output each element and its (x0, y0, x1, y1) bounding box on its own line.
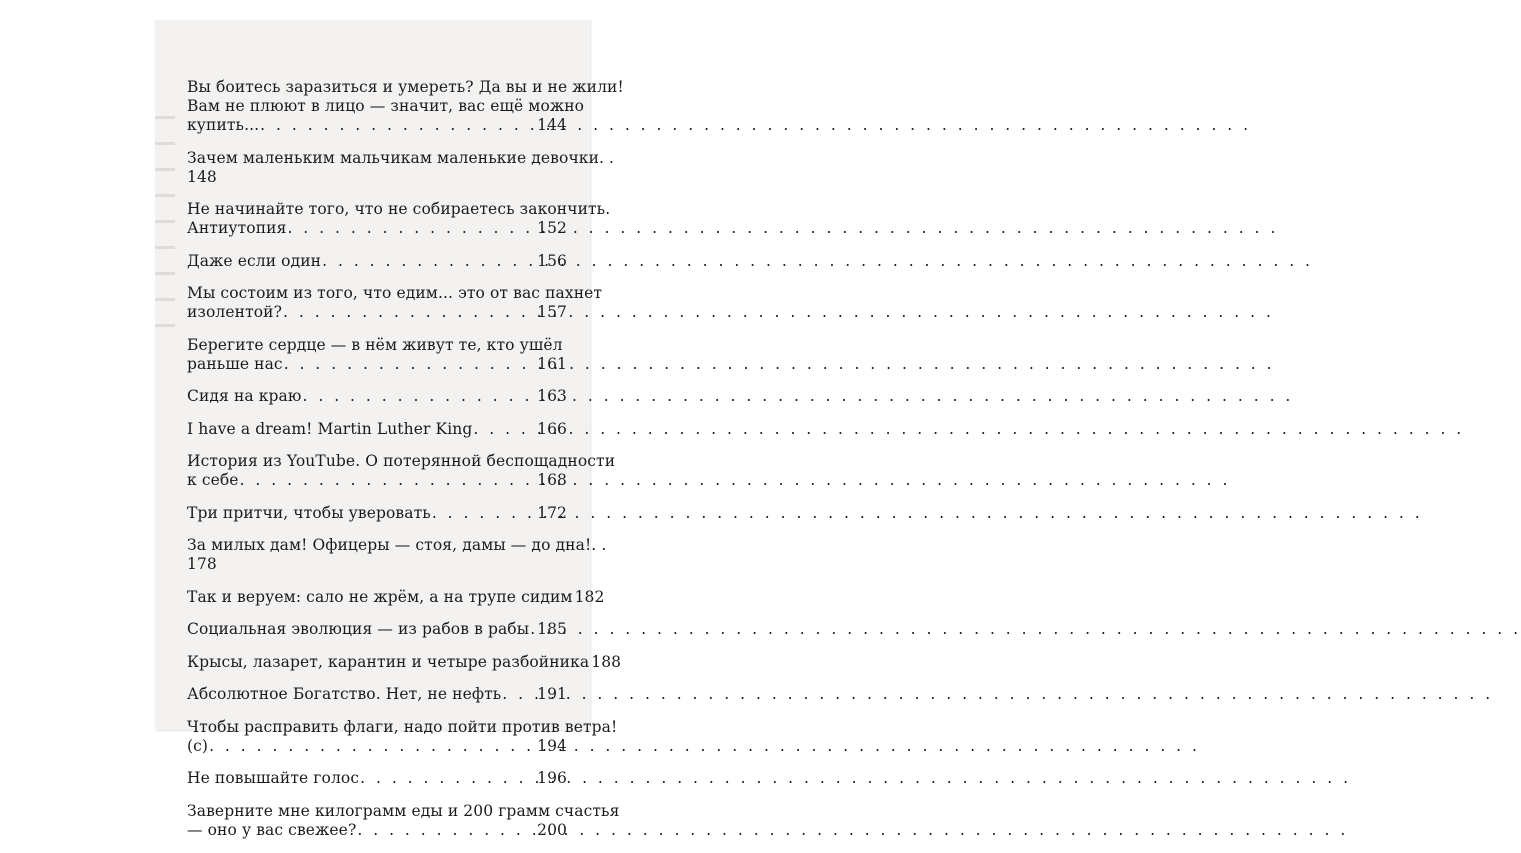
toc-entry (187, 387, 567, 406)
toc-entry-line (187, 116, 567, 135)
toc-entry-line (187, 452, 616, 471)
toc-entry-line (187, 504, 567, 523)
toc-entry-line (187, 252, 567, 271)
toc-entry-title: История из YouTube. О потерянной беспощадности (187, 452, 616, 470)
toc-page-number: 157 (537, 303, 567, 321)
toc-entry (187, 652, 622, 672)
toc-page-number: 185 (537, 620, 567, 638)
toc-entry-title: За милых дам! Офицеры — стоя, дамы — до дна!. . (187, 536, 607, 554)
toc-entry-title: изолентой? (187, 303, 283, 321)
toc-entry-line (187, 821, 567, 840)
toc-entry-title: Берегите сердце — в нём живут те, кто ушёл (187, 335, 563, 354)
toc-entry (187, 148, 615, 187)
toc-entry-line (187, 555, 567, 574)
toc-page-number: 191 (537, 685, 567, 703)
toc-entry (187, 284, 603, 322)
toc-entry-title: Так и веруем: сало не жрём, а на трупе сидим (187, 587, 573, 606)
toc-entry (187, 200, 611, 238)
dot-leader (432, 504, 536, 523)
toc-page-number: 144 (537, 116, 567, 134)
toc-entry-line (187, 536, 607, 555)
toc-entry-line (187, 219, 567, 238)
toc-entry (187, 769, 567, 788)
toc-page-number: 200 (537, 820, 567, 839)
toc-entry (187, 452, 616, 490)
toc-entry (187, 587, 605, 607)
toc-page-number: 172 (537, 503, 567, 522)
toc-page-number: 168 (537, 471, 567, 489)
toc-entry-title: Мы состоим из того, что едим... это от вас пахнет (187, 284, 603, 302)
toc-entry-title: 148 (187, 167, 217, 186)
toc-entry-line (187, 303, 567, 322)
dot-leader (209, 737, 536, 756)
toc-entry (187, 336, 567, 374)
toc-entry-line (187, 336, 567, 355)
toc-entry-title: 178 (187, 555, 217, 573)
toc-entry-line (187, 148, 615, 168)
toc-entry-line (187, 420, 567, 439)
toc-entry-title: Вы боитесь заразиться и умереть? Да вы и не жили! (187, 78, 624, 96)
toc-page-number: 163 (537, 387, 567, 405)
dot-leader (287, 219, 536, 238)
toc-entry-title: Чтобы расправить флаги, надо пойти против ветра! (187, 717, 618, 736)
toc-page-number: 194 (537, 736, 567, 755)
toc-page-number: 196 (537, 769, 567, 787)
toc-entry (187, 78, 624, 135)
toc-entry-title: Три притчи, чтобы уверовать (187, 503, 431, 522)
toc-entry-title: I have a dream! Martin Luther King (187, 419, 473, 438)
toc-entry-line (187, 78, 624, 97)
toc-entry-line (187, 717, 618, 737)
dot-leader (530, 620, 536, 639)
dot-leader (240, 471, 537, 490)
book-page (155, 20, 624, 839)
dot-leader (302, 387, 536, 406)
toc-entry-title: Заверните мне килограмм еды и 200 грамм счастья (187, 801, 620, 820)
toc-entry-title: Социальная эволюция — из рабов в рабы (187, 620, 530, 638)
toc-entry-line (187, 652, 622, 672)
toc-entry-title: (с) (187, 736, 209, 755)
toc-page-number: 166 (537, 419, 567, 438)
toc-entry-title: Не повышайте голос (187, 769, 360, 787)
toc-entry-line (187, 355, 567, 374)
toc-entry-line (187, 387, 567, 406)
toc-entry-line (187, 587, 605, 607)
toc-entry-title: Зачем маленьким мальчикам маленькие девочки. . (187, 148, 615, 167)
toc-entry-title: — оно у вас свежее? (187, 820, 357, 839)
toc-entry-line (187, 471, 567, 490)
toc-entry-title: Даже если один (187, 251, 322, 270)
dot-leader (283, 303, 536, 322)
toc-entry-line (187, 769, 567, 788)
toc-entry (187, 717, 618, 756)
toc-entry (187, 536, 607, 574)
dot-leader (260, 116, 536, 135)
table-of-contents (187, 78, 624, 853)
toc-entry-line (187, 97, 585, 116)
bleed-through-marks (155, 98, 175, 338)
toc-entry-line (187, 168, 567, 187)
toc-entry-line (187, 200, 611, 219)
toc-entry-line (187, 284, 603, 303)
dot-leader (360, 769, 536, 788)
toc-entry-line (187, 685, 567, 704)
toc-entry (187, 252, 567, 271)
toc-entry-title: Абсолютное Богатство. Нет, не нефть (187, 685, 502, 703)
toc-page-number: 182 (574, 587, 605, 606)
toc-entry-title: Антиутопия (187, 219, 287, 237)
toc-entry-line (187, 801, 620, 821)
toc-entry-title: Крысы, лазарет, карантин и четыре разбойника (187, 652, 590, 671)
toc-entry (187, 801, 620, 840)
dot-leader (473, 420, 536, 439)
toc-entry (187, 504, 567, 523)
dot-leader (284, 355, 536, 374)
dot-leader (502, 685, 536, 704)
toc-entry-title: купить... (187, 116, 260, 134)
dot-leader (357, 821, 536, 840)
toc-entry (187, 420, 567, 439)
toc-entry (187, 685, 567, 704)
toc-entry-title: к себе (187, 471, 239, 489)
toc-entry-line (187, 737, 567, 756)
toc-entry (187, 620, 567, 639)
toc-page-number: 152 (537, 219, 567, 237)
toc-entry-title: Сидя на краю (187, 387, 302, 405)
toc-entry-title: Вам не плюют в лицо — значит, вас ещё можно (187, 97, 585, 115)
toc-entry-title: раньше нас (187, 354, 283, 373)
dot-leader (322, 252, 536, 271)
toc-entry-title: Не начинайте того, что не собираетесь закончить. (187, 200, 611, 218)
toc-page-number: 188 (591, 652, 622, 671)
toc-page-number: 156 (537, 251, 567, 270)
toc-entry-line (187, 620, 567, 639)
toc-page-number: 161 (537, 354, 567, 373)
